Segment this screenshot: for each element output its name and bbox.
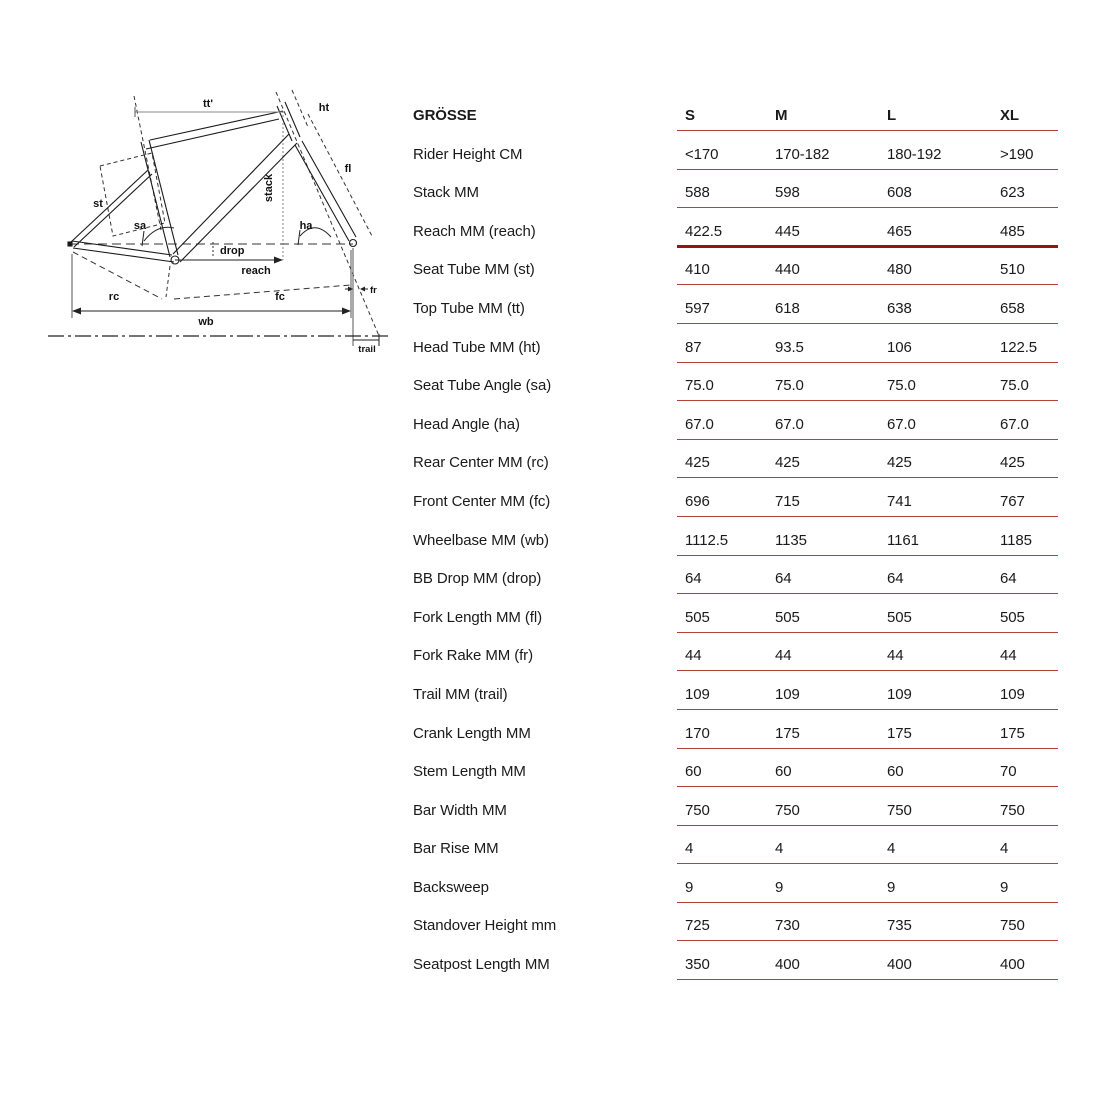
cell-value: 109 — [887, 685, 912, 703]
cell-value: 400 — [775, 956, 800, 974]
row-label: Seat Tube Angle (sa) — [413, 377, 552, 395]
cell-value: 75.0 — [1000, 377, 1029, 395]
row-label: Seat Tube MM (st) — [413, 261, 535, 279]
cell-value: 4 — [685, 840, 694, 858]
geometry-row — [413, 517, 1058, 556]
row-label: Fork Length MM (fl) — [413, 608, 542, 626]
cell-value: 122.5 — [1000, 338, 1038, 356]
fork-length-measure-line — [308, 114, 372, 236]
diagram-label-ht: ht — [318, 102, 330, 114]
cell-value: 64 — [685, 570, 702, 588]
wheelbase-arrowhead-right — [342, 308, 351, 315]
cell-value: 588 — [685, 184, 710, 202]
diagram-label-sa: sa — [133, 220, 147, 232]
row-label: Trail MM (trail) — [413, 685, 508, 703]
row-label: Rider Height CM — [413, 145, 523, 163]
front-center-measure-line — [174, 285, 351, 299]
frame-geometry-diagram — [40, 78, 400, 373]
cell-value: 510 — [1000, 261, 1025, 279]
geometry-row — [413, 787, 1058, 826]
diagram-label-reach: reach — [241, 265, 271, 277]
seat-axis-line — [134, 96, 161, 230]
cell-value: 597 — [685, 299, 710, 317]
cell-value: 750 — [1000, 917, 1025, 935]
geometry-row — [413, 401, 1058, 440]
cell-value: 9 — [1000, 878, 1009, 896]
cell-value: 109 — [685, 685, 710, 703]
seat-tube — [141, 140, 178, 257]
geometry-row — [413, 324, 1058, 363]
cell-value: 180-192 — [887, 145, 942, 163]
seatpost-extension-line — [166, 266, 170, 297]
geometry-row — [413, 208, 1058, 247]
cell-value: 1135 — [775, 531, 807, 549]
row-label: Reach MM (reach) — [413, 222, 536, 240]
diagram-label-wb: wb — [198, 316, 214, 328]
cell-value: 9 — [775, 878, 784, 896]
cell-value: <170 — [685, 145, 719, 163]
column-header-xl: XL — [1000, 107, 1019, 124]
geometry-table — [413, 99, 1058, 980]
row-label: Head Tube MM (ht) — [413, 338, 541, 356]
table-body — [413, 131, 1058, 980]
cell-value: 505 — [775, 608, 800, 626]
cell-value: 1112.5 — [685, 531, 729, 549]
steering-axis-line — [276, 92, 379, 336]
cell-value: 93.5 — [775, 338, 804, 356]
cell-value: 598 — [775, 184, 800, 202]
geometry-row — [413, 247, 1058, 286]
cell-value: 422.5 — [685, 222, 723, 240]
cell-value: 109 — [1000, 685, 1025, 703]
column-header-s: S — [685, 107, 695, 124]
cell-value: 64 — [1000, 570, 1017, 588]
cell-value: 64 — [887, 570, 904, 588]
cell-value: 4 — [887, 840, 896, 858]
cell-value: 60 — [685, 763, 702, 781]
cell-value: 4 — [775, 840, 784, 858]
front-axle — [350, 240, 357, 247]
cell-value: 60 — [775, 763, 792, 781]
geometry-row — [413, 826, 1058, 865]
row-label: Bar Width MM — [413, 801, 507, 819]
row-label: Front Center MM (fc) — [413, 492, 551, 510]
cell-value: 70 — [1000, 763, 1017, 781]
cell-value: 64 — [775, 570, 792, 588]
row-label: Bar Rise MM — [413, 840, 499, 858]
cell-value: 67.0 — [1000, 415, 1029, 433]
geometry-row — [413, 440, 1058, 479]
diagram-label-stack: stack — [263, 173, 275, 203]
cell-value: 44 — [685, 647, 702, 665]
cell-value: 505 — [685, 608, 710, 626]
cell-value: 400 — [1000, 956, 1025, 974]
head-tube-measure-line — [292, 90, 308, 127]
cell-value: 485 — [1000, 222, 1025, 240]
diagram-label-trail: trail — [358, 344, 376, 355]
row-divider — [677, 979, 1058, 980]
cell-value: 1161 — [887, 531, 919, 549]
row-label: Stem Length MM — [413, 763, 526, 781]
cell-value: 109 — [775, 685, 800, 703]
cell-value: >190 — [1000, 145, 1034, 163]
geometry-row — [413, 903, 1058, 942]
row-label: Top Tube MM (tt) — [413, 299, 525, 317]
cell-value: 730 — [775, 917, 800, 935]
geometry-row — [413, 864, 1058, 903]
head-angle-tick — [298, 230, 300, 245]
fork-rake-arrowhead-right — [360, 287, 365, 292]
cell-value: 67.0 — [775, 415, 804, 433]
cell-value: 735 — [887, 917, 912, 935]
cell-value: 505 — [1000, 608, 1025, 626]
seat-angle-arc — [144, 227, 174, 241]
table-header-row — [413, 99, 1058, 131]
seat-stays — [71, 170, 152, 247]
diagram-label-ha: ha — [299, 220, 313, 232]
cell-value: 618 — [775, 299, 800, 317]
cell-value: 440 — [775, 261, 800, 279]
geometry-row — [413, 941, 1058, 980]
cell-value: 425 — [685, 454, 710, 472]
row-label: Rear Center MM (rc) — [413, 454, 549, 472]
cell-value: 170 — [685, 724, 710, 742]
diagram-label-st: st — [93, 198, 103, 210]
top-tube — [146, 111, 283, 149]
cell-value: 175 — [775, 724, 800, 742]
column-header-l: L — [887, 107, 897, 124]
cell-value: 106 — [887, 338, 912, 356]
cell-value: 44 — [775, 647, 792, 665]
rear-axle — [68, 242, 72, 246]
row-label: BB Drop MM (drop) — [413, 570, 542, 588]
cell-value: 750 — [887, 801, 912, 819]
cell-value: 767 — [1000, 492, 1025, 510]
cell-value: 4 — [1000, 840, 1009, 858]
cell-value: 465 — [887, 222, 912, 240]
cell-value: 480 — [887, 261, 912, 279]
cell-value: 623 — [1000, 184, 1025, 202]
diagram-label-tt: tt' — [203, 98, 213, 110]
down-tube — [173, 134, 297, 262]
cell-value: 715 — [775, 492, 800, 510]
cell-value: 75.0 — [887, 377, 916, 395]
cell-value: 658 — [1000, 299, 1025, 317]
row-label: Standover Height mm — [413, 917, 557, 935]
geometry-row — [413, 170, 1058, 209]
cell-value: 175 — [887, 724, 912, 742]
cell-value: 9 — [685, 878, 694, 896]
geometry-row — [413, 633, 1058, 672]
cell-value: 638 — [887, 299, 912, 317]
cell-value: 9 — [887, 878, 896, 896]
geometry-row — [413, 671, 1058, 710]
row-label: Stack MM — [413, 184, 479, 202]
geometry-row — [413, 285, 1058, 324]
geometry-row — [413, 363, 1058, 402]
cell-value: 75.0 — [685, 377, 714, 395]
cell-value: 67.0 — [685, 415, 714, 433]
diagram-label-rc: rc — [108, 291, 120, 303]
cell-value: 400 — [887, 956, 912, 974]
cell-value: 425 — [775, 454, 800, 472]
cell-value: 350 — [685, 956, 710, 974]
cell-value: 175 — [1000, 724, 1025, 742]
geometry-row — [413, 478, 1058, 517]
row-label: Wheelbase MM (wb) — [413, 531, 549, 549]
geometry-row — [413, 710, 1058, 749]
cell-value: 44 — [887, 647, 904, 665]
diagram-label-drop: drop — [220, 245, 245, 257]
row-label: Head Angle (ha) — [413, 415, 520, 433]
geometry-row — [413, 594, 1058, 633]
cell-value: 696 — [685, 492, 710, 510]
cell-value: 75.0 — [775, 377, 804, 395]
cell-value: 608 — [887, 184, 912, 202]
diagram-label-fl: fl — [344, 163, 352, 175]
reach-arrowhead — [274, 257, 283, 264]
cell-value: 505 — [887, 608, 912, 626]
cell-value: 170-182 — [775, 145, 830, 163]
cell-value: 1185 — [1000, 531, 1032, 549]
cell-value: 60 — [887, 763, 904, 781]
cell-value: 445 — [775, 222, 800, 240]
cell-value: 87 — [685, 338, 702, 356]
wheelbase-arrowhead-left — [72, 308, 81, 315]
cell-value: 425 — [887, 454, 912, 472]
geometry-row — [413, 556, 1058, 595]
diagram-label-fc: fc — [275, 291, 285, 303]
cell-value: 425 — [1000, 454, 1025, 472]
cell-value: 67.0 — [887, 415, 916, 433]
cell-value: 750 — [775, 801, 800, 819]
cell-value: 410 — [685, 261, 710, 279]
row-label: Crank Length MM — [413, 724, 531, 742]
cell-value: 750 — [1000, 801, 1025, 819]
column-header-m: M — [775, 107, 788, 124]
size-header: GRÖSSE — [413, 107, 477, 124]
cell-value: 741 — [887, 492, 912, 510]
geometry-row — [413, 131, 1058, 170]
cell-value: 44 — [1000, 647, 1017, 665]
row-label: Fork Rake MM (fr) — [413, 647, 533, 665]
diagram-label-fr: fr — [370, 285, 377, 296]
row-label: Seatpost Length MM — [413, 956, 550, 974]
cell-value: 725 — [685, 917, 710, 935]
cell-value: 750 — [685, 801, 710, 819]
geometry-row — [413, 749, 1058, 788]
row-label: Backsweep — [413, 878, 489, 896]
